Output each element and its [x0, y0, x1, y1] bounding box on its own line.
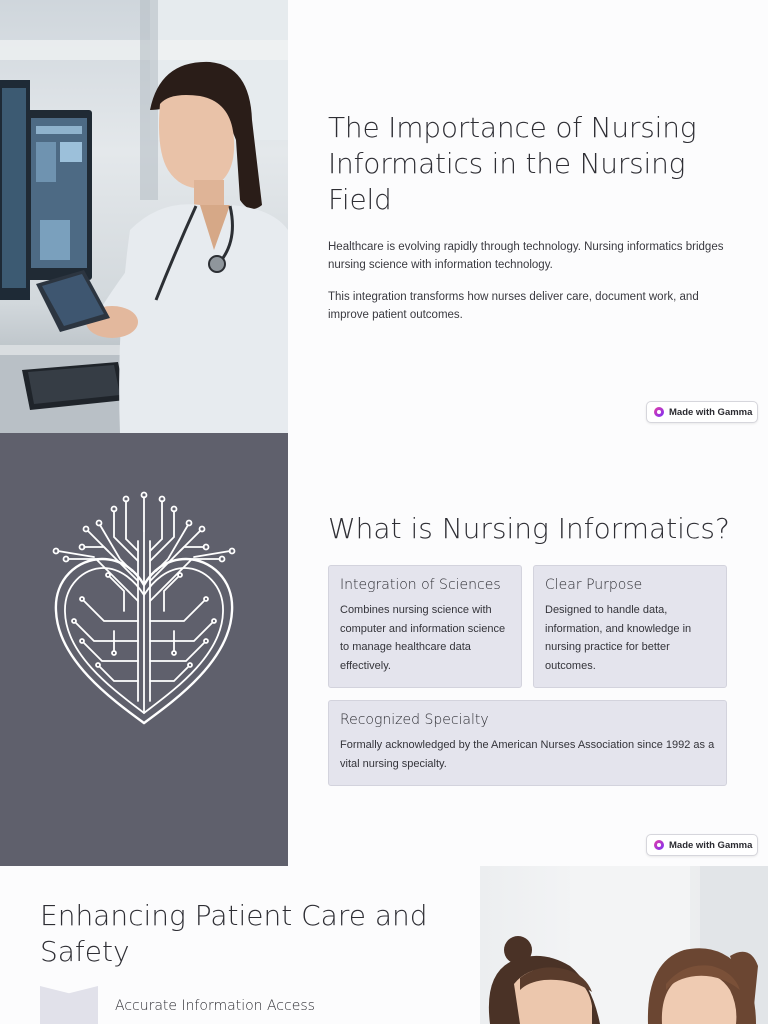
card-body: Formally acknowledged by the American Nurses Association since 1992 as a vital nursing specialty. [340, 739, 715, 770]
card-recognized-specialty [328, 700, 727, 786]
slide-intro [0, 0, 768, 433]
card-integration-of-sciences [328, 565, 522, 688]
card-title: Integration of Sciences [340, 577, 501, 593]
card-title: Clear Purpose [545, 577, 643, 593]
feature-label-accurate-information-access: Accurate Information Access [115, 998, 315, 1014]
section-title: What is Nursing Informatics? [328, 512, 730, 545]
two-nurses-photo-icon [480, 866, 768, 1024]
bookmark-ribbon-icon [40, 986, 98, 1024]
card-body: Designed to handle data, information, and knowledge in nursing practice for better outcomes. [545, 604, 692, 672]
card-clear-purpose [533, 565, 727, 688]
gamma-logo-icon [654, 407, 664, 417]
slide-patient-care [0, 866, 768, 1024]
intro-paragraph-1: Healthcare is evolving rapidly through technology. Nursing informatics bridges nursing science with information technology. [328, 241, 724, 271]
card-title: Recognized Specialty [340, 712, 489, 728]
intro-text-block [328, 110, 738, 324]
card-body: Combines nursing science with computer and information science to manage healthcare data effectively. [340, 604, 506, 672]
illustration-panel [0, 433, 288, 866]
gamma-logo-icon [654, 840, 664, 850]
badge-label: Made with Gamma [669, 839, 753, 851]
made-with-gamma-badge[interactable] [646, 834, 758, 856]
badge-label: Made with Gamma [669, 406, 753, 418]
slide-definition [0, 433, 768, 866]
section-title: Enhancing Patient Care and Safety [40, 899, 428, 968]
slide-title: The Importance of Nursing Informatics in the Nursing Field [328, 111, 697, 216]
nurse-with-tablet-photo-icon [0, 0, 288, 433]
intro-paragraph-2: This integration transforms how nurses deliver care, document work, and improve patient outcomes. [328, 291, 699, 321]
nurse-with-tablet-photo [0, 0, 288, 433]
made-with-gamma-badge[interactable] [646, 401, 758, 423]
two-nurses-photo [480, 866, 768, 1024]
circuit-heart-icon [44, 491, 244, 731]
